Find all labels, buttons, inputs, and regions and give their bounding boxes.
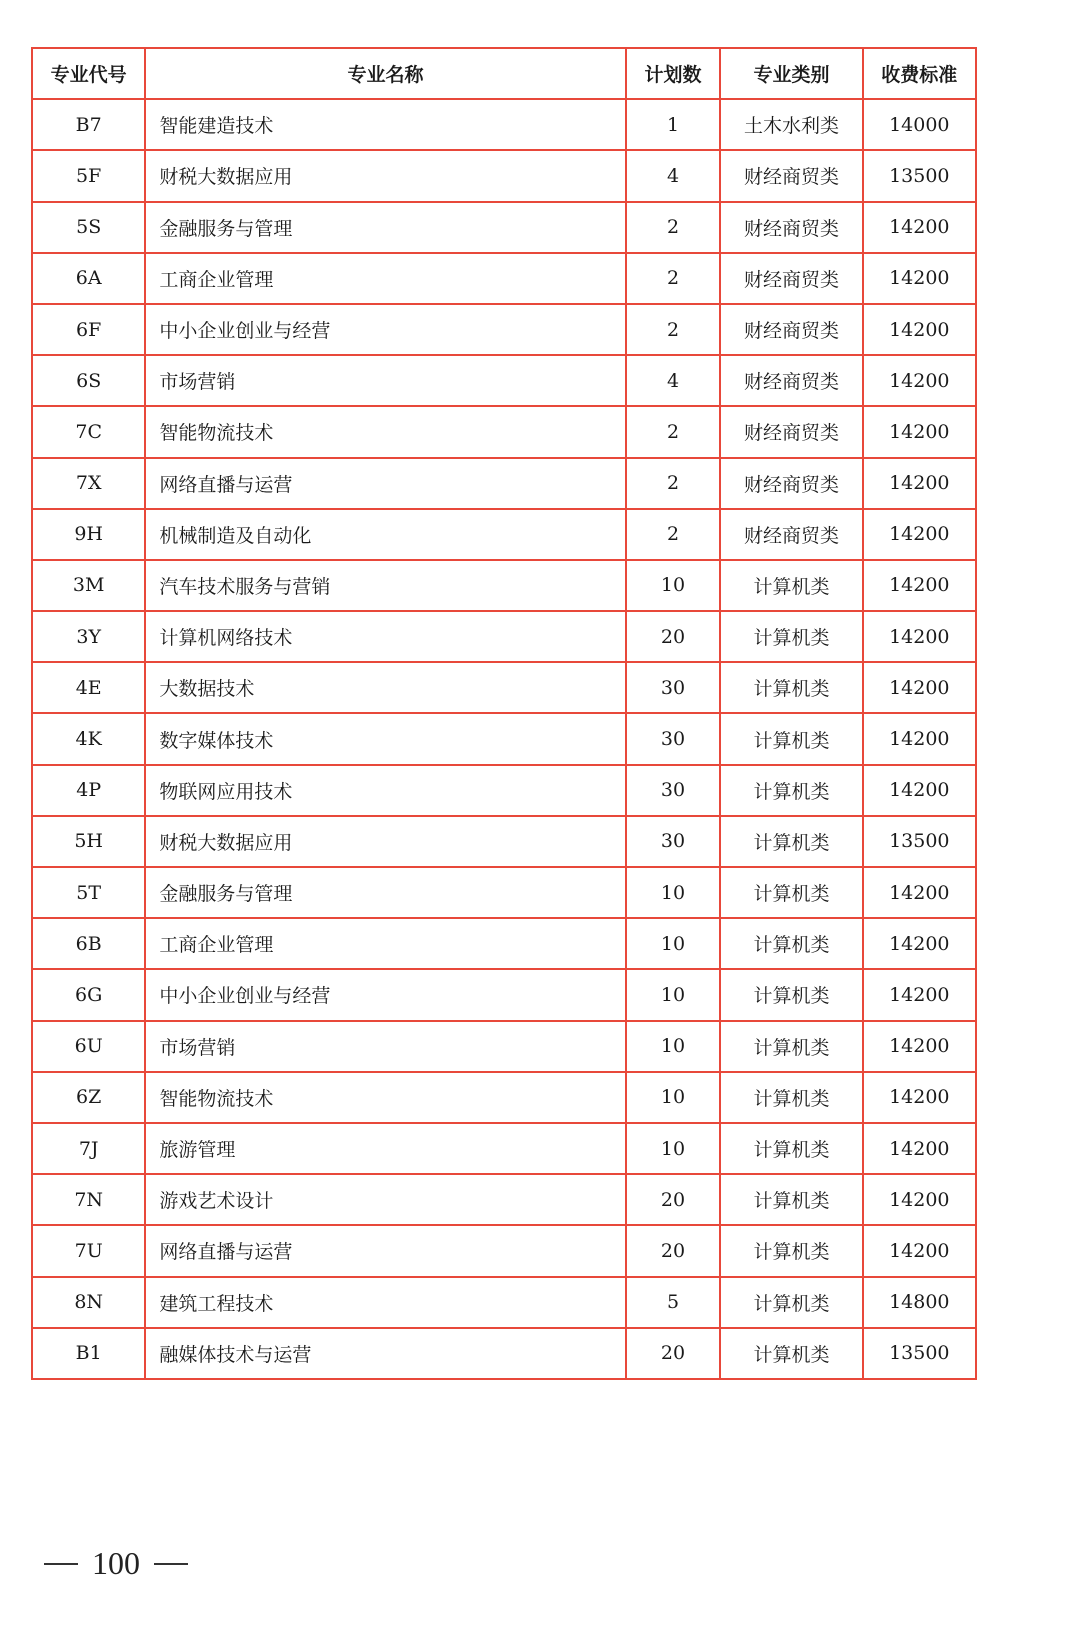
major-code-cell: 4E — [32, 662, 145, 713]
fee-standard-cell: 14200 — [863, 765, 976, 816]
table-row — [32, 150, 976, 201]
major-name-cell: 大数据技术 — [145, 662, 625, 713]
plan-count-cell: 30 — [626, 816, 721, 867]
page-number: 100 — [92, 1545, 140, 1581]
table-row — [32, 458, 976, 509]
major-name-cell: 物联网应用技术 — [145, 765, 625, 816]
plan-count-cell: 4 — [626, 150, 721, 201]
plan-count-cell: 30 — [626, 662, 721, 713]
major-code-cell: 7U — [32, 1225, 145, 1276]
plan-count-cell: 30 — [626, 713, 721, 764]
major-category-cell: 计算机类 — [720, 1174, 862, 1225]
fee-standard-cell: 14200 — [863, 355, 976, 406]
plan-count-cell: 2 — [626, 406, 721, 457]
major-category-cell: 土木水利类 — [720, 99, 862, 150]
table-header-row — [32, 48, 976, 99]
major-category-cell: 计算机类 — [720, 918, 862, 969]
fee-standard-cell: 14200 — [863, 304, 976, 355]
header-plan-count: 计划数 — [626, 48, 721, 99]
major-category-cell: 计算机类 — [720, 560, 862, 611]
fee-standard-cell: 13500 — [863, 1328, 976, 1379]
major-category-cell: 计算机类 — [720, 1072, 862, 1123]
fee-standard-cell: 13500 — [863, 150, 976, 201]
fee-standard-cell: 14200 — [863, 1072, 976, 1123]
major-code-cell: 4P — [32, 765, 145, 816]
header-major-category: 专业类别 — [720, 48, 862, 99]
plan-count-cell: 2 — [626, 202, 721, 253]
major-name-cell: 市场营销 — [145, 355, 625, 406]
plan-count-cell: 10 — [626, 1021, 721, 1072]
plan-count-cell: 30 — [626, 765, 721, 816]
major-code-cell: 5S — [32, 202, 145, 253]
major-category-cell: 财经商贸类 — [720, 509, 862, 560]
major-code-cell: 8N — [32, 1277, 145, 1328]
major-category-cell: 计算机类 — [720, 611, 862, 662]
header-major-name: 专业名称 — [145, 48, 625, 99]
major-name-cell: 旅游管理 — [145, 1123, 625, 1174]
table-row — [32, 253, 976, 304]
major-category-cell: 计算机类 — [720, 1123, 862, 1174]
plan-count-cell: 10 — [626, 867, 721, 918]
plan-count-cell: 20 — [626, 1174, 721, 1225]
major-name-cell: 智能建造技术 — [145, 99, 625, 150]
plan-count-cell: 2 — [626, 458, 721, 509]
major-category-cell: 计算机类 — [720, 816, 862, 867]
table-row — [32, 202, 976, 253]
major-code-cell: 6B — [32, 918, 145, 969]
major-name-cell: 机械制造及自动化 — [145, 509, 625, 560]
major-code-cell: 6Z — [32, 1072, 145, 1123]
fee-standard-cell: 14200 — [863, 918, 976, 969]
major-code-cell: B1 — [32, 1328, 145, 1379]
table-row — [32, 560, 976, 611]
major-name-cell: 智能物流技术 — [145, 1072, 625, 1123]
plan-count-cell: 10 — [626, 918, 721, 969]
major-category-cell: 财经商贸类 — [720, 406, 862, 457]
page-footer — [44, 1545, 188, 1582]
fee-standard-cell: 14200 — [863, 713, 976, 764]
plan-count-cell: 20 — [626, 1328, 721, 1379]
fee-standard-cell: 14200 — [863, 458, 976, 509]
major-code-cell: 6A — [32, 253, 145, 304]
major-name-cell: 融媒体技术与运营 — [145, 1328, 625, 1379]
major-name-cell: 金融服务与管理 — [145, 202, 625, 253]
table-row — [32, 1328, 976, 1379]
fee-standard-cell: 14200 — [863, 1123, 976, 1174]
major-name-cell: 汽车技术服务与营销 — [145, 560, 625, 611]
plan-count-cell: 1 — [626, 99, 721, 150]
fee-standard-cell: 14200 — [863, 867, 976, 918]
table-row — [32, 509, 976, 560]
table-row — [32, 1225, 976, 1276]
plan-count-cell: 2 — [626, 509, 721, 560]
major-code-cell: B7 — [32, 99, 145, 150]
major-name-cell: 金融服务与管理 — [145, 867, 625, 918]
table-row — [32, 713, 976, 764]
major-name-cell: 网络直播与运营 — [145, 458, 625, 509]
major-code-cell: 6F — [32, 304, 145, 355]
major-category-cell: 计算机类 — [720, 867, 862, 918]
major-name-cell: 计算机网络技术 — [145, 611, 625, 662]
fee-standard-cell: 14200 — [863, 611, 976, 662]
major-category-cell: 计算机类 — [720, 713, 862, 764]
table-row — [32, 662, 976, 713]
table-row — [32, 406, 976, 457]
major-category-cell: 财经商贸类 — [720, 253, 862, 304]
major-name-cell: 数字媒体技术 — [145, 713, 625, 764]
fee-standard-cell: 14200 — [863, 662, 976, 713]
table-row — [32, 1021, 976, 1072]
fee-standard-cell: 14200 — [863, 509, 976, 560]
major-category-cell: 计算机类 — [720, 662, 862, 713]
major-code-cell: 7C — [32, 406, 145, 457]
table-row — [32, 816, 976, 867]
fee-standard-cell: 14800 — [863, 1277, 976, 1328]
table-row — [32, 355, 976, 406]
header-major-code: 专业代号 — [32, 48, 145, 99]
page-number-dash-left — [44, 1563, 78, 1565]
major-name-cell: 工商企业管理 — [145, 918, 625, 969]
fee-standard-cell: 14200 — [863, 1174, 976, 1225]
fee-standard-cell: 14000 — [863, 99, 976, 150]
fee-standard-cell: 14200 — [863, 1021, 976, 1072]
major-name-cell: 工商企业管理 — [145, 253, 625, 304]
fee-standard-cell: 14200 — [863, 406, 976, 457]
major-category-cell: 财经商贸类 — [720, 355, 862, 406]
plan-count-cell: 10 — [626, 560, 721, 611]
major-category-cell: 计算机类 — [720, 765, 862, 816]
major-code-cell: 6S — [32, 355, 145, 406]
fee-standard-cell: 14200 — [863, 253, 976, 304]
major-code-cell: 3M — [32, 560, 145, 611]
plan-count-cell: 10 — [626, 969, 721, 1020]
page-number-dash-right — [154, 1563, 188, 1565]
fee-standard-cell: 14200 — [863, 1225, 976, 1276]
table-row — [32, 1072, 976, 1123]
major-code-cell: 4K — [32, 713, 145, 764]
plan-count-cell: 20 — [626, 611, 721, 662]
plan-count-cell: 2 — [626, 253, 721, 304]
table-row — [32, 304, 976, 355]
major-category-cell: 计算机类 — [720, 969, 862, 1020]
major-code-cell: 5H — [32, 816, 145, 867]
major-name-cell: 建筑工程技术 — [145, 1277, 625, 1328]
major-code-cell: 5F — [32, 150, 145, 201]
major-name-cell: 智能物流技术 — [145, 406, 625, 457]
major-category-cell: 财经商贸类 — [720, 202, 862, 253]
plan-count-cell: 5 — [626, 1277, 721, 1328]
table-row — [32, 1277, 976, 1328]
major-category-cell: 财经商贸类 — [720, 458, 862, 509]
major-category-cell: 计算机类 — [720, 1225, 862, 1276]
major-code-cell: 3Y — [32, 611, 145, 662]
major-code-cell: 6U — [32, 1021, 145, 1072]
plan-count-cell: 10 — [626, 1072, 721, 1123]
table-row — [32, 765, 976, 816]
fee-standard-cell: 13500 — [863, 816, 976, 867]
header-fee-standard: 收费标准 — [863, 48, 976, 99]
major-category-cell: 计算机类 — [720, 1328, 862, 1379]
major-name-cell: 中小企业创业与经营 — [145, 304, 625, 355]
major-code-cell: 6G — [32, 969, 145, 1020]
major-name-cell: 市场营销 — [145, 1021, 625, 1072]
major-code-cell: 7J — [32, 1123, 145, 1174]
major-name-cell: 财税大数据应用 — [145, 816, 625, 867]
table-body — [32, 99, 976, 1379]
table-row — [32, 969, 976, 1020]
plan-count-cell: 10 — [626, 1123, 721, 1174]
major-name-cell: 中小企业创业与经营 — [145, 969, 625, 1020]
major-category-cell: 财经商贸类 — [720, 304, 862, 355]
major-code-cell: 7N — [32, 1174, 145, 1225]
plan-count-cell: 4 — [626, 355, 721, 406]
table-row — [32, 918, 976, 969]
plan-count-cell: 20 — [626, 1225, 721, 1276]
major-category-cell: 财经商贸类 — [720, 150, 862, 201]
table-row — [32, 1123, 976, 1174]
major-name-cell: 网络直播与运营 — [145, 1225, 625, 1276]
major-name-cell: 游戏艺术设计 — [145, 1174, 625, 1225]
table-row — [32, 99, 976, 150]
major-code-cell: 5T — [32, 867, 145, 918]
major-category-cell: 计算机类 — [720, 1021, 862, 1072]
plan-count-cell: 2 — [626, 304, 721, 355]
fee-standard-cell: 14200 — [863, 560, 976, 611]
major-category-cell: 计算机类 — [720, 1277, 862, 1328]
fee-standard-cell: 14200 — [863, 969, 976, 1020]
table-row — [32, 1174, 976, 1225]
fee-standard-cell: 14200 — [863, 202, 976, 253]
major-code-cell: 9H — [32, 509, 145, 560]
major-code-cell: 7X — [32, 458, 145, 509]
table-row — [32, 867, 976, 918]
table-row — [32, 611, 976, 662]
enrollment-plan-table — [31, 47, 977, 1380]
major-name-cell: 财税大数据应用 — [145, 150, 625, 201]
